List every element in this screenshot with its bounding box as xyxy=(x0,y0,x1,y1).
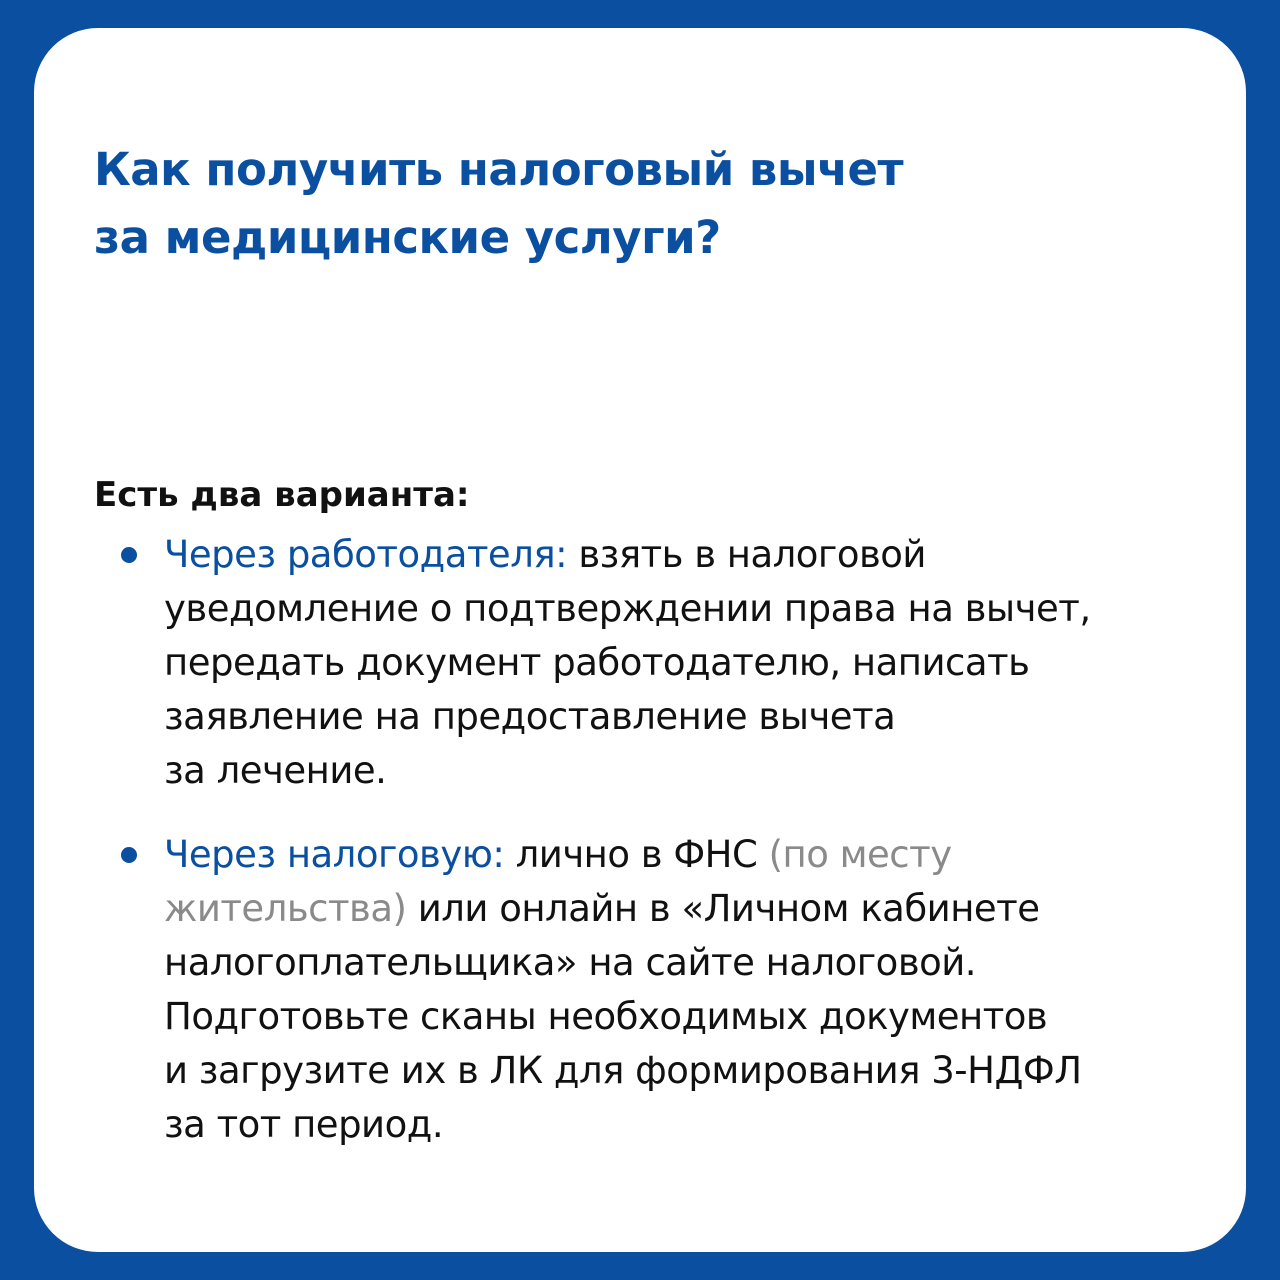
content-card xyxy=(34,28,1246,1252)
options-intro: Есть два варианта: xyxy=(94,475,470,515)
option-tax-office xyxy=(164,828,1224,1152)
option-employer-line-3: передать документ работодателю, написать xyxy=(164,641,1030,684)
title-line-2: за медицинские услуги? xyxy=(94,211,721,264)
option-employer-text: взять в налоговой xyxy=(567,533,926,576)
option-employer-line-1 xyxy=(164,528,1224,582)
option-employer xyxy=(164,528,1224,798)
option-employer-line-2: уведомление о подтверждении права на вычет, xyxy=(164,587,1091,630)
option-tax-office-line-6: за тот период. xyxy=(164,1103,444,1146)
option-employer-line-5: за лечение. xyxy=(164,749,387,792)
bullet-dot-icon xyxy=(121,547,137,563)
option-tax-office-note-start: (по месту xyxy=(768,833,952,876)
option-tax-office-line-5: и загрузите их в ЛК для формирования 3-НДФЛ xyxy=(164,1049,1082,1092)
options-list xyxy=(164,528,1224,1152)
option-tax-office-text: лично в ФНС xyxy=(504,833,769,876)
option-tax-office-line-1 xyxy=(164,828,1224,882)
option-employer-line-4: заявление на предоставление вычета xyxy=(164,695,896,738)
option-tax-office-line-4: Подготовьте сканы необходимых документов xyxy=(164,995,1048,1038)
option-tax-office-online-text: или онлайн в «Личном кабинете xyxy=(406,887,1040,930)
option-tax-office-note-end: жительства) xyxy=(164,887,407,930)
option-tax-office-line-3: налогоплательщика» на сайте налоговой. xyxy=(164,941,977,984)
page-title xyxy=(94,136,1094,272)
title-line-1: Как получить налоговый вычет xyxy=(94,143,904,196)
bullet-dot-icon xyxy=(121,847,137,863)
option-tax-office-label: Через налоговую: xyxy=(164,833,505,876)
option-employer-label: Через работодателя: xyxy=(164,533,568,576)
option-tax-office-line-2 xyxy=(164,882,1224,936)
